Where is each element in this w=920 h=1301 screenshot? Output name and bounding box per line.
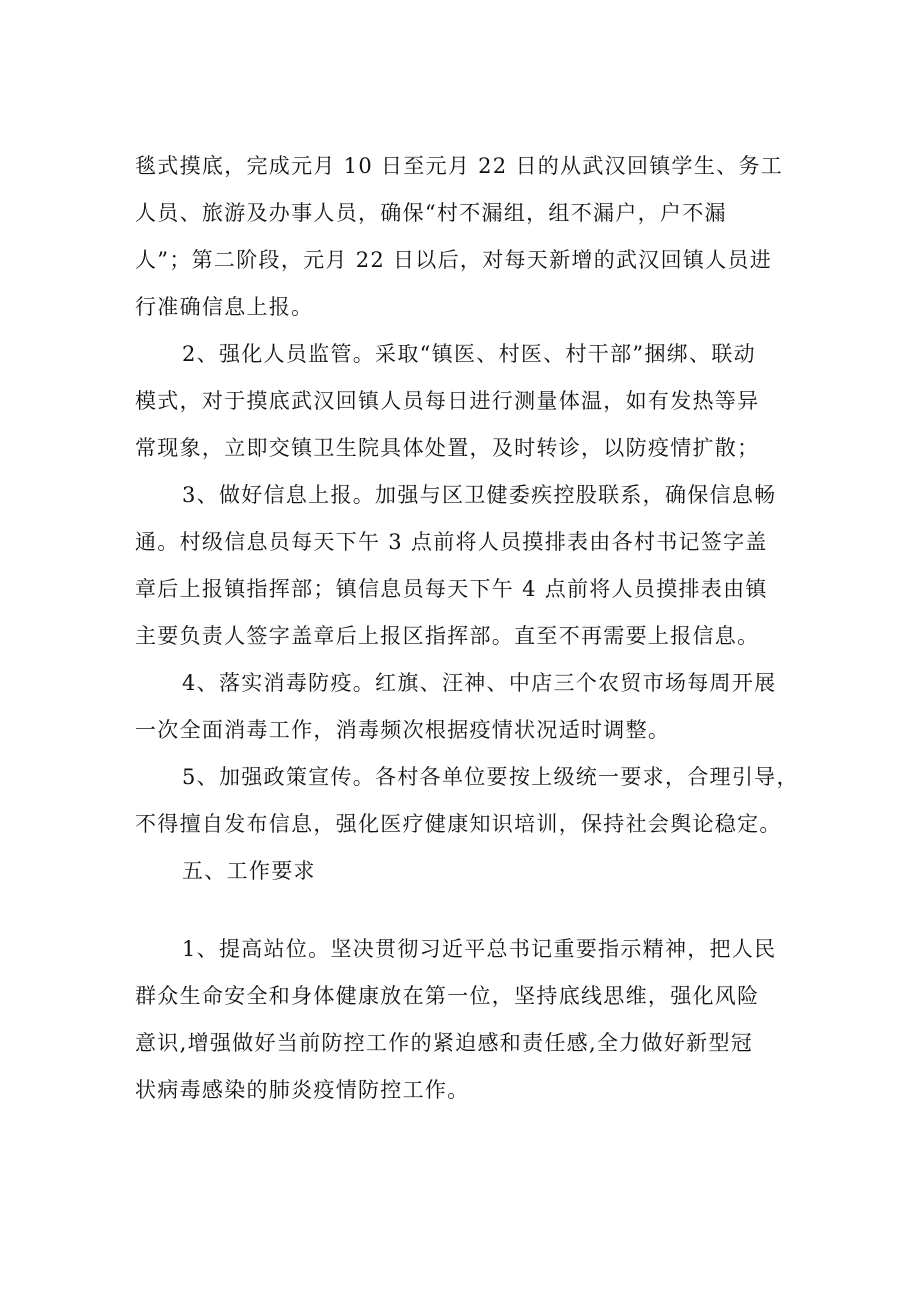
text-line: 一次全面消毒工作，消毒频次根据疫情状况适时调整。 [135,718,671,742]
text-line: 状病毒感染的肺炎疫情防控工作。 [135,1078,470,1102]
text-line: 1、提高站位。坚决贯彻习近平总书记重要指示精神，把人民 [182,937,777,961]
paragraph-item-5-policy-publicity [135,764,800,837]
paragraph-survey-continued [135,153,800,320]
text-line: 群众生命安全和身体健康放在第一位，坚持底线思维，强化风险 [135,984,760,1008]
text-line: 3、做好信息上报。加强与区卫健委疾控股联系，确保信息畅 [182,483,777,507]
section-heading: 五、工作要求 [182,859,316,883]
document-body [135,153,800,1124]
text-line: 人员、旅游及办事人员，确保“村不漏组，组不漏户，户不漏 [135,201,727,225]
text-line: 行准确信息上报。 [135,295,314,319]
paragraph-item-4-disinfection [135,670,800,743]
text-line: 5、加强政策宣传。各村各单位要按上级统一要求，合理引导， [182,765,799,789]
text-line: 人”；第二阶段，元月 22 日以后，对每天新增的武汉回镇人员进 [135,248,773,272]
paragraph-item-2-personnel-supervision [135,341,800,461]
text-line: 模式，对于摸底武汉回镇人员每日进行测量体温，如有发热等异 [135,389,760,413]
text-line: 意识,增强做好当前防控工作的紧迫感和责任感,全力做好新型冠 [135,1031,754,1055]
text-line: 毯式摸底，完成元月 10 日至元月 22 日的从武汉回镇学生、务工 [135,154,784,178]
text-line: 2、强化人员监管。采取“镇医、村医、村干部”捆绑、联动 [182,342,756,366]
text-line: 通。村级信息员每天下午 3 点前将人员摸排表由各村书记签字盖 [135,530,768,554]
text-line: 章后上报镇指挥部；镇信息员每天下午 4 点前将人员摸排表由镇 [135,577,768,601]
paragraph-requirement-1-raise-position [135,936,800,1103]
text-line: 不得擅自发布信息，强化医疗健康知识培训，保持社会舆论稳定。 [135,812,782,836]
text-line: 常现象，立即交镇卫生院具体处置，及时转诊，以防疫情扩散； [135,436,760,460]
text-line: 4、落实消毒防疫。红旗、汪神、中店三个农贸市场每周开展 [182,671,777,695]
paragraph-item-3-information-reporting [135,482,800,649]
text-line: 主要负责人签字盖章后上报区指挥部。直至不再需要上报信息。 [135,624,760,648]
section-heading-work-requirements [135,858,800,884]
